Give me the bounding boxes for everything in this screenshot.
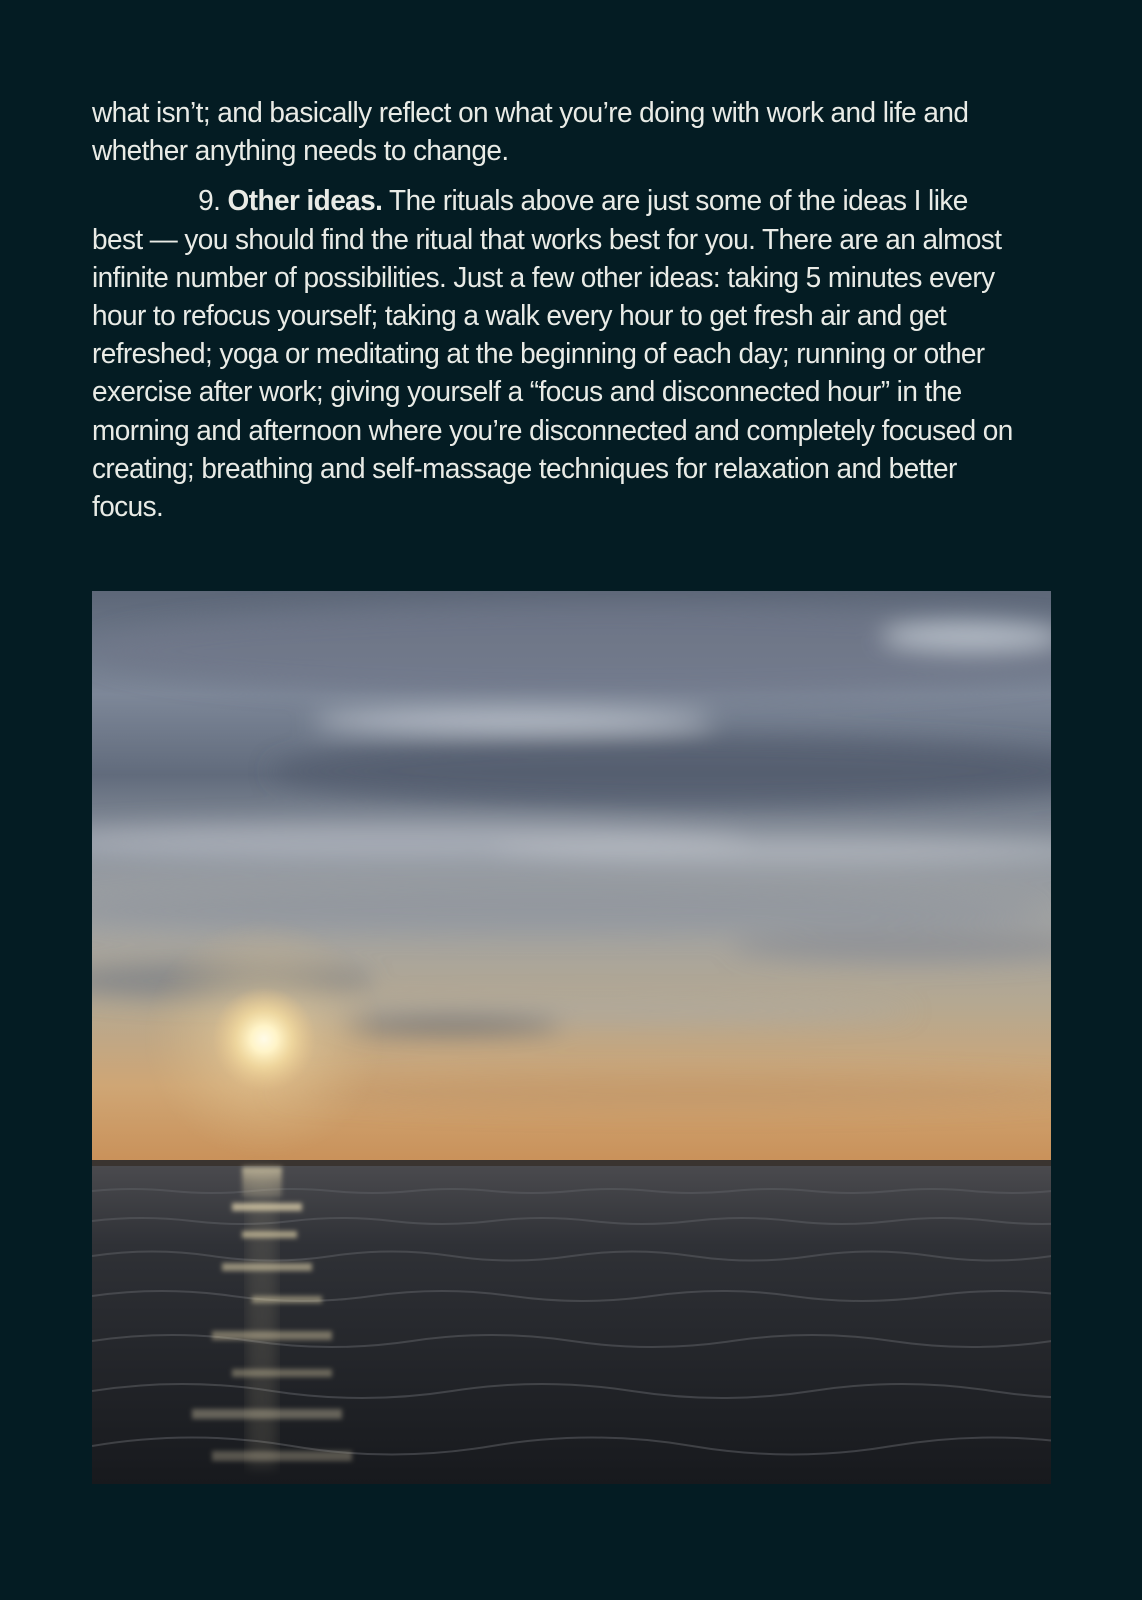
paragraph-continuation: what isn’t; and basically reflect on what you’re doing with work and life and whether anything needs to change. (92, 97, 969, 168)
body-text (92, 94, 1018, 526)
paragraph-item-9 (92, 182, 1018, 526)
sunset-over-water-photo (92, 591, 1051, 1484)
item-heading: Other ideas. (227, 185, 383, 218)
item-body: The rituals above are just some of the ideas I like best — you should find the ritual that works best for you. There are an almost infinite number of possibilities. Just a few other ideas: taking 5 minutes every hour to refocus yourself; taking a walk every hour to get fresh air and get refreshed; yoga or meditating at the beginning of each day; running or other exercise after work; giving yourself a “focus and disconnected hour” in the morning and afternoon where you’re disconnected and completely focused on creating; breathing and self-massage techniques for relaxation and better focus. (92, 185, 1013, 524)
item-number: 9. (198, 185, 221, 218)
